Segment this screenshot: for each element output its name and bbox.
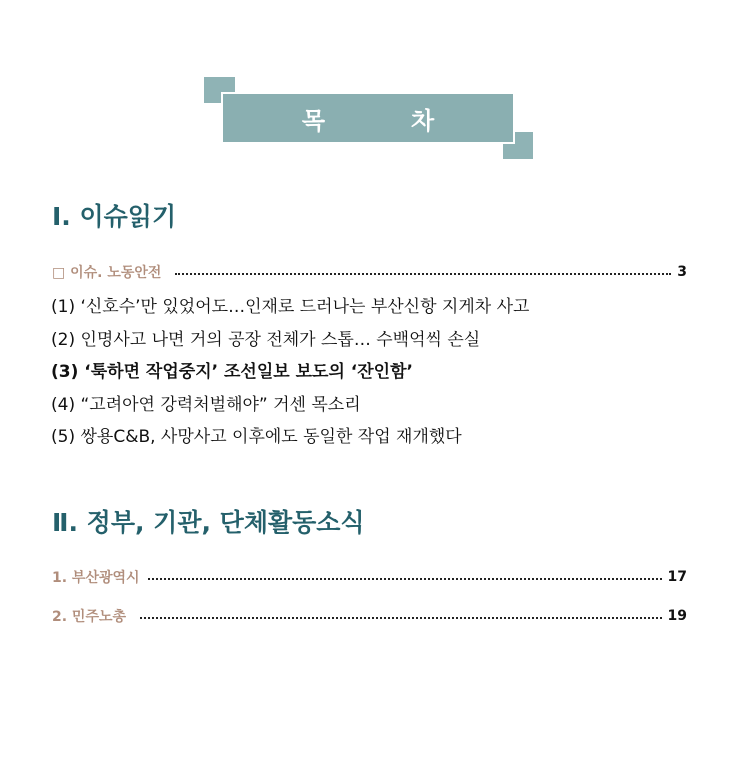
section-2-title: Ⅱ. 정부, 기관, 단체활동소식	[52, 508, 365, 537]
section-1-title: Ⅰ. 이슈읽기	[52, 202, 177, 231]
toc-entry-page: 3	[677, 264, 687, 280]
dot-leader	[175, 273, 671, 275]
article-list	[51, 291, 529, 454]
toc-heading	[221, 92, 515, 144]
article-item-3[interactable]: (3) ‘툭하면 작업중지’ 조선일보 보도의 ‘잔인함’	[51, 362, 413, 382]
toc-entry-kctu[interactable]	[52, 606, 687, 626]
article-item-5[interactable]: (5) 쌍용C&B, 사망사고 이후에도 동일한 작업 재개했다	[51, 427, 462, 447]
toc-entry-busan[interactable]	[52, 567, 687, 587]
toc-heading-char-1: 목	[301, 106, 325, 135]
toc-entry-page: 19	[667, 608, 687, 624]
toc-entry-label: □ 이슈. 노동안전	[52, 265, 162, 281]
toc-entry-label: 1. 부산광역시	[52, 570, 140, 586]
toc-entry-page: 17	[667, 569, 687, 585]
toc-heading-char-2: 차	[411, 106, 435, 135]
article-item-4[interactable]: (4) “고려아연 강력처벌해야” 거센 목소리	[51, 394, 361, 415]
toc-entry-issue-labor-safety[interactable]	[52, 262, 687, 282]
dot-leader	[140, 617, 661, 619]
dot-leader	[148, 578, 662, 580]
toc-banner	[0, 0, 751, 170]
article-item-1[interactable]: (1) ‘신호수’만 있었어도…인재로 드러나는 부산신항 지게차 사고	[51, 297, 530, 317]
article-item-2[interactable]: (2) 인명사고 나면 거의 공장 전체가 스톱… 수백억씩 손실	[51, 329, 481, 350]
toc-entry-label: 2. 민주노총	[52, 609, 127, 625]
